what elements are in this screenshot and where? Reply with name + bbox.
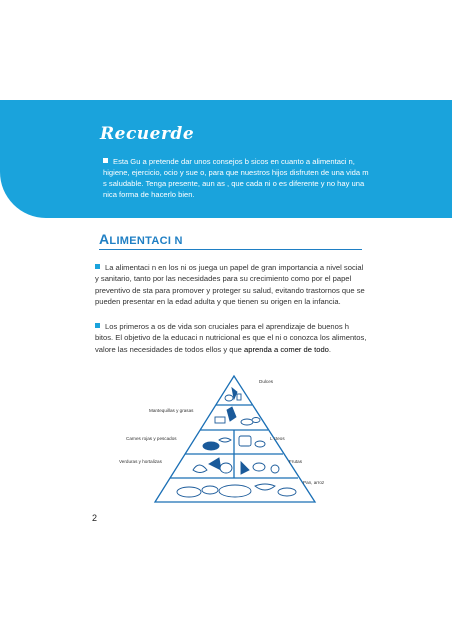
pyramid-label-frutas: Frutas (289, 459, 303, 464)
pyramid-label-carnes: Carnes rojas y pescados (126, 436, 177, 441)
bullet-square-icon (95, 264, 100, 269)
banner-title: Recuerde (100, 124, 195, 144)
food-pyramid (115, 370, 355, 510)
pyramid-label-dulces: Dulces (259, 379, 274, 384)
paragraph-2 (95, 321, 367, 355)
banner-paragraph: Esta Gu a pretende dar unos consejos b sicos en cuanto a alimentaci n, higiene, ejercicio, ocio y sue o, para que nuestros hijos disfruten de una vida m s saludable. Tenga presente, aun as , que cada ni o es diferente y no hay una nica forma de hacerlo bien. (103, 157, 369, 199)
paragraph-1 (95, 262, 367, 307)
bullet-square-icon (95, 323, 100, 328)
pyramid-label-pan: Pan, arroz (303, 480, 325, 485)
section-title-initial: A (99, 231, 110, 247)
page-number: 2 (92, 513, 98, 523)
pyramid-label-mantequillas: Mantequillas y grasas (149, 408, 194, 413)
section-divider (99, 249, 362, 250)
paragraph-2-text: Los primeros a os de vida son cruciales para el aprendizaje de buenos h bitos. El objetivo de la educaci n nutricional es que el ni o conozca los alimentos, valore las necesidades de todos ellos y que (95, 322, 367, 354)
section-title-rest: LIMENTACI N (109, 235, 183, 247)
paragraph-2-end: . (328, 344, 332, 354)
bullet-square-icon (103, 158, 108, 163)
paragraph-1-text: La alimentaci n en los ni os juega un papel de gran importancia a nivel social y sanitario, tanto por las necesidades para su crecimiento como por el papel preventivo de sta para promover y proteger su salud, evitando trastornos que se pueden presentar en la edad adulta y que tienen su origen en la infancia. (95, 263, 365, 306)
pyramid-label-verduras: Verduras y hortalizas (119, 459, 162, 464)
banner-text-block (103, 156, 373, 200)
paragraph-2-highlight: aprenda a comer de todo (241, 344, 329, 354)
pyramid-label-lacteos: L cteos (270, 436, 285, 441)
section-title (99, 231, 183, 247)
